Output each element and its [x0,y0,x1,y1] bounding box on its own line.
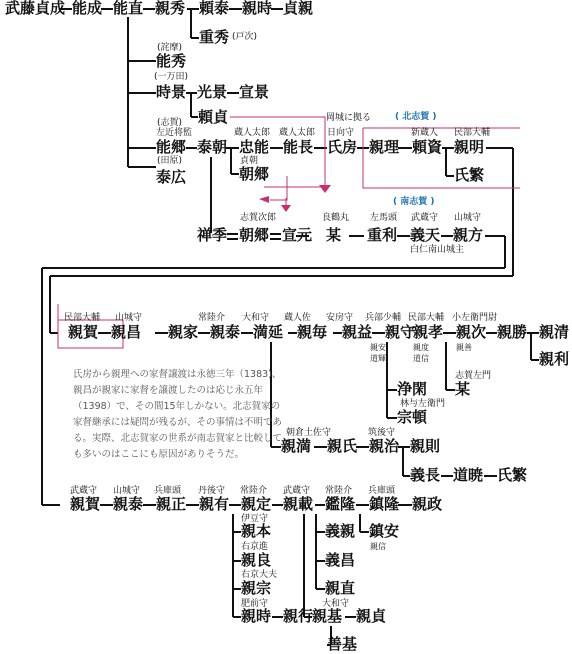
title-okajo: 岡城に拠る [326,113,372,123]
history-note: 氏房から親理への家督譲渡は永徳三年（1383)、親昌が親家に家督を譲渡したのは応じ永五年（1398）で、その間15年しかない。北志賀家の家督継承には疑問が残るが、その事情は不明である。実際、北志賀家の世系が南志賀家と比較しても多いのはここにも原因がありそうだ。 [73,369,283,460]
person-ujishige2: 氏繁 [497,466,528,484]
label-kita-shiga: ( 北志賀 ) [395,112,437,122]
person-chikayasu: 親泰 [113,495,144,513]
person-yoshihide: 能秀 [156,52,187,70]
title-doki: 道輝 [370,354,386,363]
title-minbu-1: 民部大輔 [454,128,491,138]
person-mitsukage: 光景 [197,83,228,101]
person-yoshimoto: 善基 [327,635,358,653]
person-chikauji: 親氏 [327,437,358,455]
title-sakon-shogen: 左近将監 [156,128,193,138]
person-yoshinari: 能成 [72,0,103,17]
title-shinkurodo: 新蔵人 [411,128,439,138]
title-hyobu: 兵部少輔 [365,313,402,323]
person-asasato: 朝郷 [239,226,270,244]
title-bungo: 丹後守 [198,486,226,496]
person-zenki: 禅季 [197,226,228,244]
title-ukyo-shin: 右京進 [241,542,269,552]
person-ujishige: 氏繁 [454,166,485,184]
person-chikaie: 親家 [168,323,199,341]
title-tabaru: (田原) [157,156,183,166]
person-chikamasa2: 親昌 [111,323,142,341]
title-chikazen: 親善 [456,343,472,352]
title-minbu-3: 民部大輔 [408,313,445,323]
title-shiranan: 白仁南山城主 [410,245,465,255]
person-chinan: 鎮安 [369,522,400,540]
person-yoshinao: 能直 [113,0,144,17]
person-yoshisato: 能郷 [156,138,187,156]
person-chikakatsu: 親勝 [497,323,528,341]
person-chintaka: 鎮隆 [369,495,400,513]
person-chikanao: 親直 [325,579,356,597]
person-chikamasu: 親益 [342,323,373,341]
title-jonin-3: 常陸介 [325,486,353,496]
title-sadamasa: 貞朝 [240,156,259,166]
person-chikamasa3: 親正 [156,495,187,513]
title-hizen: 肥前守 [241,599,269,609]
title-chikado: 親度 [413,343,429,352]
person-bou2: 某 [455,380,471,398]
title-yamato-2: 大和守 [322,599,350,609]
person-nobumoto: 宣元 [282,226,313,244]
person-chikamasa: 親理 [369,138,400,156]
person-chikasada: 親定 [241,495,272,513]
title-chikanobu: 親信 [370,542,386,551]
person-shigetoshi: 重利 [367,226,398,244]
person-chikatoshi: 親利 [539,350,570,368]
title-sama: 左馬頭 [370,213,398,223]
person-chikanori2: 親載 [283,495,314,513]
person-taichou: 泰朝 [197,138,228,156]
person-chikahide: 親秀 [155,0,186,17]
person-shigehide: 重秀 [199,28,230,46]
person-ujifusa: 氏房 [327,138,358,156]
title-hyuga-1: 日向守 [327,128,355,138]
person-yorisuke: 頼資 [412,138,443,156]
person-chikaharu: 親治 [369,437,400,455]
person-chikamitsu: 親満 [281,437,312,455]
person-yasuhiro: 泰広 [156,168,187,186]
title-hyogo-1: 兵庫頭 [154,486,182,496]
title-kurando-suke: 蔵人佐 [284,313,312,323]
person-chikaaki: 親明 [454,138,485,156]
title-jonin-1: 常陸介 [198,313,226,323]
title-shiga-saemon: 志賀左門 [455,371,492,381]
person-yorisada: 頼貞 [198,108,229,126]
person-chikakata: 親方 [453,226,484,244]
person-chikamune: 親宗 [241,579,272,597]
person-yoshinaga: 能長 [283,138,314,156]
person-chikataka: 親孝 [413,323,444,341]
title-jonin-2: 常陸介 [240,486,268,496]
person-chikayuki: 親行 [283,607,314,625]
title-toto: (戸次) [232,32,258,42]
person-yoshitaka: 義天 [410,226,441,244]
person-sadachika: 貞親 [283,0,314,17]
person-yoriyasu: 頼泰 [199,0,230,17]
title-musashi-2: 武蔵守 [70,486,98,496]
person-chikaari: 親有 [199,495,230,513]
title-musashi-1: 武蔵守 [411,213,439,223]
person-tadayoshi: 忠能 [239,138,270,156]
title-hayashi-saemon: 林与左衛門 [400,399,446,409]
person-yoshichika: 義親 [325,522,356,540]
title-shosaeimon: 小左衛門尉 [452,313,498,323]
title-yamashiro-1: 山城守 [454,213,482,223]
title-shiga: (志賀) [157,118,183,128]
person-chikatoki2: 親時 [241,607,272,625]
person-chikamori: 親守 [385,323,416,341]
person-chikatsugu: 親次 [456,323,487,341]
title-ryokakumaru: 良鶴丸 [322,213,350,223]
title-kurodo-1: 蔵人太郎 [234,128,271,138]
title-doshin: 道信 [413,354,429,363]
title-ichimanda: (一万田) [154,72,189,82]
label-minami-shiga: ( 南志賀 ) [393,197,435,207]
title-musashi-3: 武蔵守 [283,486,311,496]
title-izu: 伊豆守 [241,514,269,524]
person-mitsunobu: 満延 [253,323,284,341]
person-yoshimasa: 義昌 [325,551,356,569]
title-aki: 安房守 [326,313,354,323]
title-chikugo: 筑後守 [368,428,396,438]
person-chikamoto: 親本 [241,522,272,540]
person-chikanori: 親則 [410,437,441,455]
title-kurodo-2: 蔵人太郎 [279,128,316,138]
person-michiaki: 道暁 [453,466,484,484]
person-chikakiyo: 親清 [539,323,570,341]
title-shiga-jiro: 志賀次郎 [240,213,277,223]
title-yamato-1: 大和守 [242,313,270,323]
person-chikatoki: 親時 [242,0,273,17]
person-chikayasu-b: 親泰 [210,323,241,341]
person-kantaka: 鑑隆 [325,495,356,513]
title-yamashiro-3: 山城守 [113,486,141,496]
title-takuma: (詫摩) [157,43,183,53]
title-yamashiro-2: 山城守 [115,313,143,323]
person-jokan: 浄閑 [397,380,428,398]
person-chikasada2: 親貞 [356,607,387,625]
title-hyogo-2: 兵庫頭 [368,486,396,496]
person-nobukage: 宣景 [239,83,270,101]
person-asasato-upper: 朝郷 [239,165,270,183]
title-minbu-2: 民部大輔 [64,313,101,323]
person-yoshinaga2: 義長 [410,466,441,484]
person-chikaga2: 親賀 [70,495,101,513]
title-asakura-tosa: 朝倉土佐守 [286,428,332,438]
person-tokikage: 時景 [156,83,187,101]
person-bou: 某 [326,226,342,244]
title-ukyo-taifu: 右京大夫 [241,570,278,580]
person-chikamoto2: 親基 [312,607,343,625]
person-chikayoshi: 親良 [241,551,272,569]
person-chikatsune: 親毎 [297,323,328,341]
person-sadanari: 武藤貞成 [5,0,66,17]
title-chikayasu-small: 親安 [370,343,386,352]
person-chikaga: 親賀 [68,323,99,341]
person-soukan: 宗頓 [397,408,428,426]
person-chikamasa4: 親政 [412,495,443,513]
